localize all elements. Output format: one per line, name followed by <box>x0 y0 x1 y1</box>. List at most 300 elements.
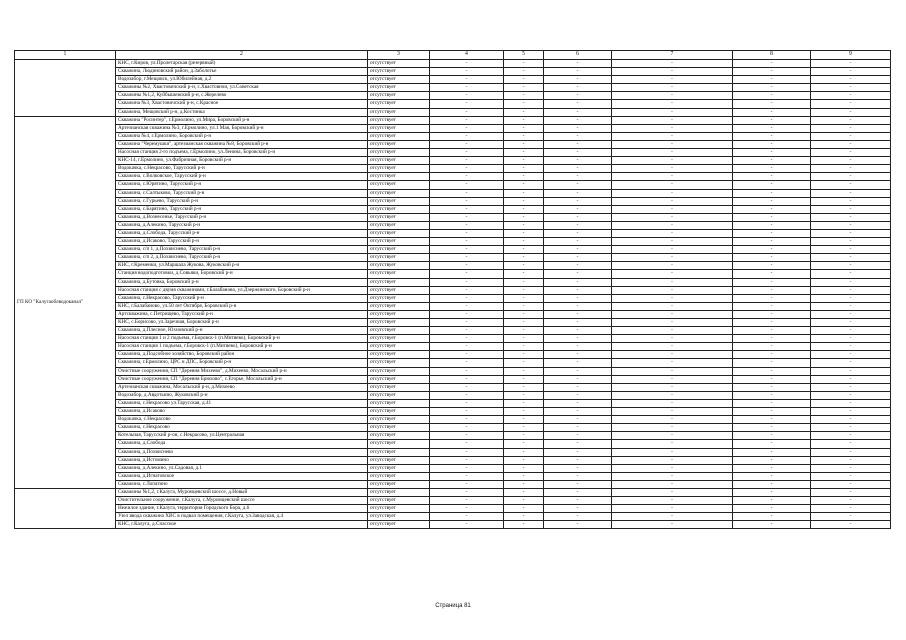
empty-value-cell: - <box>811 399 891 407</box>
empty-value-cell: - <box>504 246 544 254</box>
empty-value-cell: - <box>811 319 891 327</box>
empty-value-cell: - <box>612 68 733 76</box>
object-name-cell: Скважина, с/п 2, д.Похвиснево, Тарусский р-н <box>116 254 368 262</box>
empty-value-cell: - <box>733 213 811 221</box>
table-row <box>15 505 891 513</box>
empty-value-cell: - <box>544 464 612 472</box>
table-row <box>15 149 891 157</box>
empty-value-cell: - <box>612 60 733 68</box>
empty-value-cell: - <box>544 513 612 521</box>
empty-value-cell: - <box>612 391 733 399</box>
status-cell: отсутствует <box>368 335 430 343</box>
empty-value-cell: - <box>430 310 504 318</box>
table-row <box>15 440 891 448</box>
object-name-cell: Нежилое здание, г.Калуга, территория Городского Бора, д.6 <box>116 505 368 513</box>
status-cell: отсутствует <box>368 116 430 124</box>
empty-value-cell: - <box>612 464 733 472</box>
status-cell: отсутствует <box>368 157 430 165</box>
empty-value-cell: - <box>504 189 544 197</box>
object-name-cell: Скважины №1,2, Куйбышевский р-н, с.Жерелево <box>116 92 368 100</box>
table-row <box>15 456 891 464</box>
empty-value-cell: - <box>544 375 612 383</box>
empty-value-cell: - <box>612 132 733 140</box>
empty-value-cell: - <box>544 424 612 432</box>
empty-value-cell: - <box>430 351 504 359</box>
empty-value-cell: - <box>733 351 811 359</box>
empty-value-cell: - <box>811 472 891 480</box>
empty-value-cell: - <box>811 60 891 68</box>
empty-value-cell: - <box>612 310 733 318</box>
object-name-cell: Скважина, г.Ермолино, ЦРС и ДПС, Боровский р-н <box>116 359 368 367</box>
empty-value-cell: - <box>504 60 544 68</box>
empty-value-cell: - <box>811 480 891 488</box>
empty-value-cell: - <box>612 254 733 262</box>
status-cell: отсутствует <box>368 351 430 359</box>
empty-value-cell: - <box>733 505 811 513</box>
table-row <box>15 448 891 456</box>
objects-table <box>14 50 891 529</box>
empty-value-cell: - <box>544 100 612 108</box>
status-cell: отсутствует <box>368 124 430 132</box>
empty-value-cell: - <box>612 92 733 100</box>
empty-value-cell: - <box>430 116 504 124</box>
status-cell: отсутствует <box>368 286 430 294</box>
empty-value-cell: - <box>544 505 612 513</box>
empty-value-cell: - <box>612 124 733 132</box>
empty-value-cell: - <box>430 124 504 132</box>
empty-value-cell: - <box>504 319 544 327</box>
empty-value-cell: - <box>430 246 504 254</box>
object-name-cell: Скважина, д.Алекино, Тарусский р-н <box>116 221 368 229</box>
empty-value-cell: - <box>811 391 891 399</box>
empty-value-cell: - <box>430 157 504 165</box>
table-row <box>15 246 891 254</box>
empty-value-cell: - <box>430 302 504 310</box>
table-row <box>15 302 891 310</box>
empty-value-cell: - <box>811 173 891 181</box>
object-name-cell: Скважина, д.Плесное, Юхновский р-н <box>116 327 368 335</box>
empty-value-cell: - <box>544 108 612 116</box>
status-cell: отсутствует <box>368 108 430 116</box>
empty-value-cell: - <box>544 84 612 92</box>
table-row <box>15 432 891 440</box>
empty-value-cell: - <box>504 480 544 488</box>
header-col-1: 1 <box>15 51 116 60</box>
object-name-cell: Котельная, Тарусский р-он, с.Некрасово, ул.Центральная <box>116 432 368 440</box>
empty-value-cell: - <box>811 416 891 424</box>
table-row <box>15 173 891 181</box>
status-cell: отсутствует <box>368 189 430 197</box>
empty-value-cell: - <box>811 497 891 505</box>
empty-value-cell: - <box>811 92 891 100</box>
empty-value-cell: - <box>612 157 733 165</box>
empty-value-cell: - <box>811 327 891 335</box>
status-cell: отсутствует <box>368 310 430 318</box>
status-cell: отсутствует <box>368 521 430 529</box>
empty-value-cell: - <box>612 448 733 456</box>
object-name-cell: Скважина №4, г.Ермолино, Боровский р-н <box>116 132 368 140</box>
empty-value-cell: - <box>733 173 811 181</box>
status-cell: отсутствует <box>368 132 430 140</box>
empty-value-cell: - <box>811 84 891 92</box>
empty-value-cell: - <box>430 424 504 432</box>
table-row <box>15 335 891 343</box>
empty-value-cell: - <box>811 149 891 157</box>
empty-value-cell: - <box>544 181 612 189</box>
empty-value-cell: - <box>504 221 544 229</box>
empty-value-cell: - <box>504 408 544 416</box>
page-number: Страница 81 <box>435 603 471 609</box>
empty-value-cell: - <box>612 408 733 416</box>
table-row <box>15 124 891 132</box>
empty-value-cell: - <box>430 294 504 302</box>
empty-value-cell: - <box>733 497 811 505</box>
empty-value-cell: - <box>811 165 891 173</box>
empty-value-cell: - <box>811 213 891 221</box>
empty-value-cell: - <box>733 383 811 391</box>
empty-value-cell: - <box>544 157 612 165</box>
object-name-cell: Станция водоподготовки, д.Совьяки, Боровский р-н <box>116 270 368 278</box>
empty-value-cell: - <box>430 335 504 343</box>
empty-value-cell: - <box>430 229 504 237</box>
empty-value-cell: - <box>504 488 544 496</box>
empty-value-cell: - <box>544 497 612 505</box>
empty-value-cell: - <box>504 286 544 294</box>
empty-value-cell: - <box>612 189 733 197</box>
empty-value-cell: - <box>430 488 504 496</box>
empty-value-cell: - <box>612 165 733 173</box>
status-cell: отсутствует <box>368 302 430 310</box>
empty-value-cell: - <box>612 488 733 496</box>
empty-value-cell: - <box>544 132 612 140</box>
table-row <box>15 116 891 124</box>
empty-value-cell: - <box>811 521 891 529</box>
empty-value-cell: - <box>504 68 544 76</box>
empty-value-cell: - <box>612 76 733 84</box>
empty-value-cell: - <box>733 165 811 173</box>
empty-value-cell: - <box>811 108 891 116</box>
object-name-cell: Скважина, с.Лопатино <box>116 480 368 488</box>
header-col-3: 3 <box>368 51 430 60</box>
empty-value-cell: - <box>544 408 612 416</box>
table-row <box>15 197 891 205</box>
empty-value-cell: - <box>612 335 733 343</box>
table-row <box>15 375 891 383</box>
status-cell: отсутствует <box>368 408 430 416</box>
header-col-7: 7 <box>612 51 733 60</box>
empty-value-cell: - <box>733 424 811 432</box>
empty-value-cell: - <box>430 149 504 157</box>
empty-value-cell: - <box>612 140 733 148</box>
empty-value-cell: - <box>544 367 612 375</box>
table-row <box>15 213 891 221</box>
empty-value-cell: - <box>811 262 891 270</box>
status-cell: отсутствует <box>368 319 430 327</box>
empty-value-cell: - <box>504 140 544 148</box>
status-cell: отсутствует <box>368 505 430 513</box>
empty-value-cell: - <box>430 391 504 399</box>
empty-value-cell: - <box>504 124 544 132</box>
empty-value-cell: - <box>811 351 891 359</box>
table-row <box>15 68 891 76</box>
empty-value-cell: - <box>612 383 733 391</box>
organization-cell <box>15 488 116 528</box>
object-name-cell: Скважина, д.Игнатовское <box>116 472 368 480</box>
status-cell: отсутствует <box>368 432 430 440</box>
empty-value-cell: - <box>544 229 612 237</box>
empty-value-cell: - <box>733 521 811 529</box>
object-name-cell: Водокачка, с.Некрасово, Тарусский р-н <box>116 165 368 173</box>
empty-value-cell: - <box>733 359 811 367</box>
object-name-cell: Водокачка, с.Некрасово <box>116 416 368 424</box>
object-name-cell: Скважина, с/п 1, д.Похвиснево, Тарусский р-н <box>116 246 368 254</box>
empty-value-cell: - <box>811 488 891 496</box>
table-body <box>15 60 891 529</box>
empty-value-cell: - <box>544 351 612 359</box>
status-cell: отсутствует <box>368 440 430 448</box>
empty-value-cell: - <box>612 343 733 351</box>
empty-value-cell: - <box>544 286 612 294</box>
empty-value-cell: - <box>504 181 544 189</box>
empty-value-cell: - <box>811 310 891 318</box>
empty-value-cell: - <box>504 383 544 391</box>
status-cell: отсутствует <box>368 456 430 464</box>
object-name-cell: Скважина, с.Волковское, Тарусский р-н <box>116 173 368 181</box>
object-name-cell: Насосная станция с двумя скважинами, г.Балабаново, ул.Дзержинского, Боровский р-н <box>116 286 368 294</box>
object-name-cell: Скважина, д.Истомино <box>116 456 368 464</box>
empty-value-cell: - <box>430 472 504 480</box>
status-cell: отсутствует <box>368 221 430 229</box>
object-name-cell: Артезианская скважина, Мосальский р-н, д.Михеево <box>116 383 368 391</box>
empty-value-cell: - <box>504 310 544 318</box>
table-row <box>15 310 891 318</box>
table-row <box>15 399 891 407</box>
table-row <box>15 181 891 189</box>
object-name-cell: Насосная станция 1 и 2 подъема, г.Боровск-1 (п.Митяево), Боровский р-н <box>116 335 368 343</box>
empty-value-cell: - <box>504 76 544 84</box>
organization-cell <box>15 60 116 117</box>
table-row <box>15 408 891 416</box>
empty-value-cell: - <box>811 367 891 375</box>
status-cell: отсутствует <box>368 246 430 254</box>
status-cell: отсутствует <box>368 472 430 480</box>
empty-value-cell: - <box>544 205 612 213</box>
empty-value-cell: - <box>430 375 504 383</box>
empty-value-cell: - <box>544 165 612 173</box>
table-row <box>15 521 891 529</box>
empty-value-cell: - <box>612 440 733 448</box>
empty-value-cell: - <box>733 286 811 294</box>
empty-value-cell: - <box>544 197 612 205</box>
empty-value-cell: - <box>612 505 733 513</box>
empty-value-cell: - <box>612 399 733 407</box>
table-row <box>15 140 891 148</box>
table-row <box>15 472 891 480</box>
empty-value-cell: - <box>430 84 504 92</box>
header-col-6: 6 <box>544 51 612 60</box>
empty-value-cell: - <box>504 132 544 140</box>
empty-value-cell: - <box>504 367 544 375</box>
object-name-cell: Скважина, с.Гурьево, Тарусский р-н <box>116 197 368 205</box>
empty-value-cell: - <box>733 254 811 262</box>
empty-value-cell: - <box>733 149 811 157</box>
empty-value-cell: - <box>504 416 544 424</box>
status-cell: отсутствует <box>368 229 430 237</box>
object-name-cell: Скважина, с.Некрасово <box>116 424 368 432</box>
empty-value-cell: - <box>733 408 811 416</box>
empty-value-cell: - <box>544 488 612 496</box>
empty-value-cell: - <box>544 359 612 367</box>
empty-value-cell: - <box>544 254 612 262</box>
empty-value-cell: - <box>430 132 504 140</box>
empty-value-cell: - <box>504 343 544 351</box>
empty-value-cell: - <box>811 505 891 513</box>
empty-value-cell: - <box>612 286 733 294</box>
object-name-cell: Скважина, д.Вознесенье, Тарусский р-н <box>116 213 368 221</box>
empty-value-cell: - <box>733 181 811 189</box>
status-cell: отсутствует <box>368 513 430 521</box>
empty-value-cell: - <box>733 157 811 165</box>
empty-value-cell: - <box>544 343 612 351</box>
empty-value-cell: - <box>811 432 891 440</box>
status-cell: отсутствует <box>368 213 430 221</box>
empty-value-cell: - <box>504 464 544 472</box>
status-cell: отсутствует <box>368 416 430 424</box>
empty-value-cell: - <box>430 448 504 456</box>
empty-value-cell: - <box>544 302 612 310</box>
object-name-cell: Очистные сооружения, СП "Деревня Михеево", д.Михеево, Мосальский р-н <box>116 367 368 375</box>
empty-value-cell: - <box>544 149 612 157</box>
empty-value-cell: - <box>612 351 733 359</box>
status-cell: отсутствует <box>368 140 430 148</box>
status-cell: отсутствует <box>368 497 430 505</box>
empty-value-cell: - <box>811 157 891 165</box>
empty-value-cell: - <box>544 294 612 302</box>
empty-value-cell: - <box>430 408 504 416</box>
empty-value-cell: - <box>612 480 733 488</box>
empty-value-cell: - <box>430 108 504 116</box>
table-row <box>15 383 891 391</box>
status-cell: отсутствует <box>368 205 430 213</box>
table-row <box>15 343 891 351</box>
table-row <box>15 286 891 294</box>
object-name-cell: Скважина, Мещовский р-н, д.Костинка <box>116 108 368 116</box>
empty-value-cell: - <box>504 456 544 464</box>
status-cell: отсутствует <box>368 197 430 205</box>
empty-value-cell: - <box>544 480 612 488</box>
empty-value-cell: - <box>811 221 891 229</box>
status-cell: отсутствует <box>368 149 430 157</box>
empty-value-cell: - <box>504 254 544 262</box>
empty-value-cell: - <box>430 238 504 246</box>
empty-value-cell: - <box>733 116 811 124</box>
empty-value-cell: - <box>430 343 504 351</box>
empty-value-cell: - <box>504 157 544 165</box>
empty-value-cell: - <box>430 327 504 335</box>
empty-value-cell: - <box>430 197 504 205</box>
empty-value-cell: - <box>811 335 891 343</box>
header-col-4: 4 <box>430 51 504 60</box>
empty-value-cell: - <box>811 189 891 197</box>
empty-value-cell: - <box>733 416 811 424</box>
empty-value-cell: - <box>733 319 811 327</box>
empty-value-cell: - <box>430 60 504 68</box>
table-row <box>15 319 891 327</box>
empty-value-cell: - <box>544 472 612 480</box>
empty-value-cell: - <box>811 229 891 237</box>
object-name-cell: Скважина, д.Похвиснево <box>116 448 368 456</box>
empty-value-cell: - <box>504 375 544 383</box>
empty-value-cell: - <box>733 60 811 68</box>
empty-value-cell: - <box>612 205 733 213</box>
status-cell: отсутствует <box>368 399 430 407</box>
empty-value-cell: - <box>733 76 811 84</box>
empty-value-cell: - <box>733 197 811 205</box>
object-name-cell: КНС, г.Калуга, д.Спасское <box>116 521 368 529</box>
object-name-cell: Скважина, д.Алекино, ул.Садовая, д.1 <box>116 464 368 472</box>
organization-cell: ГП КО "Калугаоблводоканал" <box>15 116 116 488</box>
empty-value-cell: - <box>544 383 612 391</box>
status-cell: отсутствует <box>368 84 430 92</box>
empty-value-cell: - <box>733 84 811 92</box>
status-cell: отсутствует <box>368 173 430 181</box>
empty-value-cell: - <box>430 505 504 513</box>
table-row <box>15 416 891 424</box>
object-name-cell: Артезианская скважина №3, г.Ермолино, ул.1 Мая, Боровский р-н <box>116 124 368 132</box>
table-row <box>15 359 891 367</box>
empty-value-cell: - <box>504 108 544 116</box>
empty-value-cell: - <box>612 149 733 157</box>
empty-value-cell: - <box>612 116 733 124</box>
empty-value-cell: - <box>430 480 504 488</box>
status-cell: отсутствует <box>368 464 430 472</box>
header-col-2: 2 <box>116 51 368 60</box>
object-name-cell: КНС-14, г.Ермолино, ул.Фабричная, Боровский р-н <box>116 157 368 165</box>
empty-value-cell: - <box>430 100 504 108</box>
empty-value-cell: - <box>612 456 733 464</box>
empty-value-cell: - <box>612 197 733 205</box>
empty-value-cell: - <box>612 521 733 529</box>
empty-value-cell: - <box>733 343 811 351</box>
empty-value-cell: - <box>733 432 811 440</box>
status-cell: отсутствует <box>368 278 430 286</box>
empty-value-cell: - <box>544 246 612 254</box>
empty-value-cell: - <box>504 173 544 181</box>
status-cell: отсутствует <box>368 359 430 367</box>
object-name-cell: Скважина №3, Хвастовичский р-н, с.Красное <box>116 100 368 108</box>
table-row <box>15 424 891 432</box>
empty-value-cell: - <box>612 327 733 335</box>
table-row <box>15 327 891 335</box>
object-name-cell: Скважина, с.Салтыково, Тарусский р-н <box>116 189 368 197</box>
empty-value-cell: - <box>504 513 544 521</box>
empty-value-cell: - <box>612 213 733 221</box>
status-cell: отсутствует <box>368 367 430 375</box>
table-row <box>15 513 891 521</box>
empty-value-cell: - <box>544 270 612 278</box>
object-name-cell: Узел ввода скважина ХВС в подвал помещения, г.Калуга, ул.Заводская, д.4 <box>116 513 368 521</box>
empty-value-cell: - <box>504 229 544 237</box>
empty-value-cell: - <box>504 351 544 359</box>
empty-value-cell: - <box>504 399 544 407</box>
status-cell: отсутствует <box>368 76 430 84</box>
empty-value-cell: - <box>612 294 733 302</box>
empty-value-cell: - <box>504 92 544 100</box>
empty-value-cell: - <box>430 189 504 197</box>
empty-value-cell: - <box>544 440 612 448</box>
empty-value-cell: - <box>430 286 504 294</box>
empty-value-cell: - <box>430 359 504 367</box>
